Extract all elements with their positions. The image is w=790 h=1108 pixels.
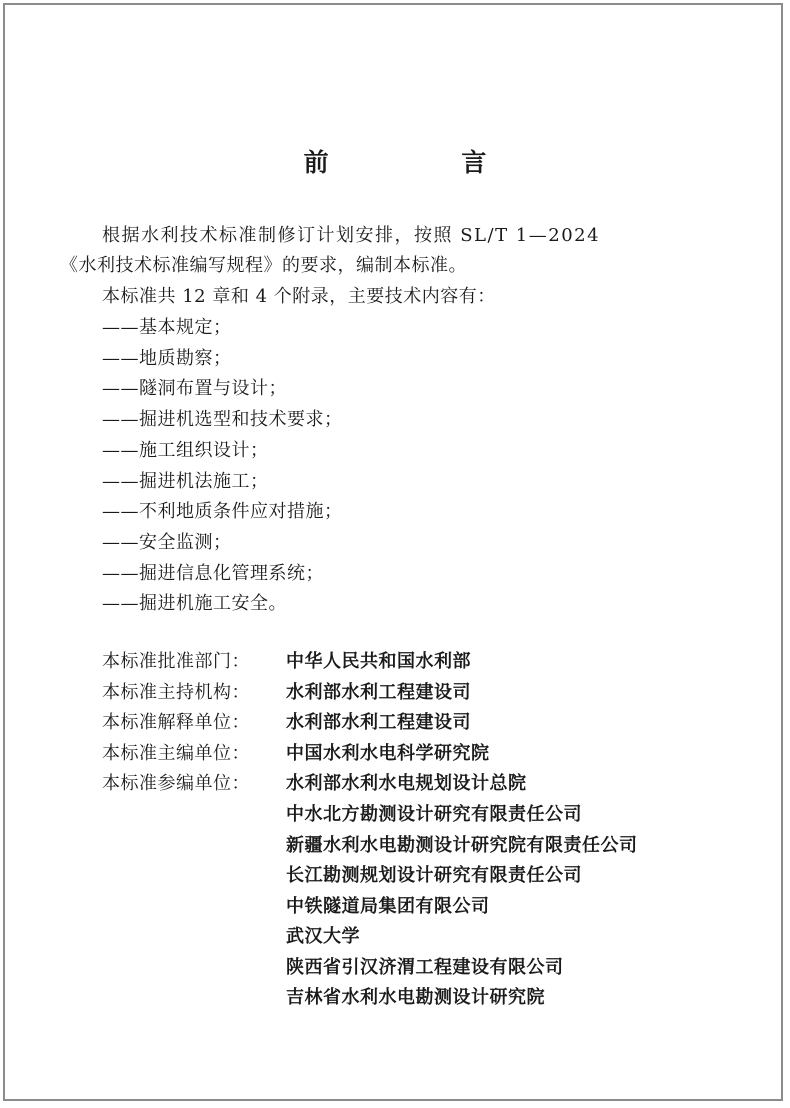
intro-line-2: 《水利技术标准编写规程》的要求，编制本标准。 — [60, 255, 467, 276]
approval-dept-label: 本标准批准部门： — [102, 651, 250, 672]
chief-editor-label: 本标准主编单位： — [102, 742, 250, 764]
chief-editor-row — [102, 739, 527, 770]
chief-editor-value: 中国水利水电科学研究院 — [286, 742, 490, 764]
list-item: ——基本规定； — [102, 317, 232, 338]
approval-dept-row — [102, 647, 527, 678]
host-org-row — [102, 678, 527, 709]
participants-list — [286, 800, 638, 1014]
list-item: ——地质勘察； — [102, 347, 232, 369]
participants-label: 本标准参编单位： — [102, 773, 250, 794]
interpret-unit-value: 水利部水利工程建设司 — [286, 712, 471, 733]
page-title: 前 言 — [303, 148, 549, 177]
participant-item: 吉林省水利水电勘测设计研究院 — [286, 987, 545, 1008]
participant-item: 中铁隧道局集团有限公司 — [286, 895, 490, 917]
list-item: ——隧洞布置与设计； — [102, 378, 287, 400]
list-item: ——掘进机选型和技术要求； — [102, 409, 343, 431]
participant-item: 陕西省引汉济渭工程建设有限公司 — [286, 956, 564, 978]
interpret-unit-label: 本标准解释单位： — [102, 712, 250, 733]
host-org-value: 水利部水利工程建设司 — [286, 681, 471, 703]
list-item: ——掘进机施工安全。 — [102, 593, 287, 615]
contents-list — [102, 313, 343, 620]
participant-item: 新疆水利水电勘测设计研究院有限责任公司 — [286, 834, 638, 856]
participant-item: 武汉大学 — [286, 926, 360, 947]
approval-dept-value: 中华人民共和国水利部 — [286, 651, 471, 672]
participants-row — [102, 769, 527, 800]
list-item: ——施工组织设计； — [102, 439, 269, 461]
list-item: ——不利地质条件应对措施； — [102, 501, 343, 523]
interpret-unit-row — [102, 708, 527, 739]
host-org-label: 本标准主持机构： — [102, 681, 250, 703]
intro-paragraph — [60, 221, 700, 281]
participant-item: 中水北方勘测设计研究有限责任公司 — [286, 804, 582, 825]
intro-line-1: 根据水利技术标准制修订计划安排，按照 SL/T 1—2024 — [102, 225, 601, 246]
list-item: ——安全监测； — [102, 531, 232, 553]
summary-paragraph: 本标准共 12 章和 4 个附录，主要技术内容有： — [102, 286, 496, 307]
list-item: ——掘进信息化管理系统； — [102, 562, 324, 584]
list-item: ——掘进机法施工； — [102, 470, 269, 492]
standard-metadata — [102, 647, 527, 800]
participant-item: 长江勘测规划设计研究有限责任公司 — [286, 865, 582, 886]
participant-first: 水利部水利水电规划设计总院 — [286, 773, 527, 794]
